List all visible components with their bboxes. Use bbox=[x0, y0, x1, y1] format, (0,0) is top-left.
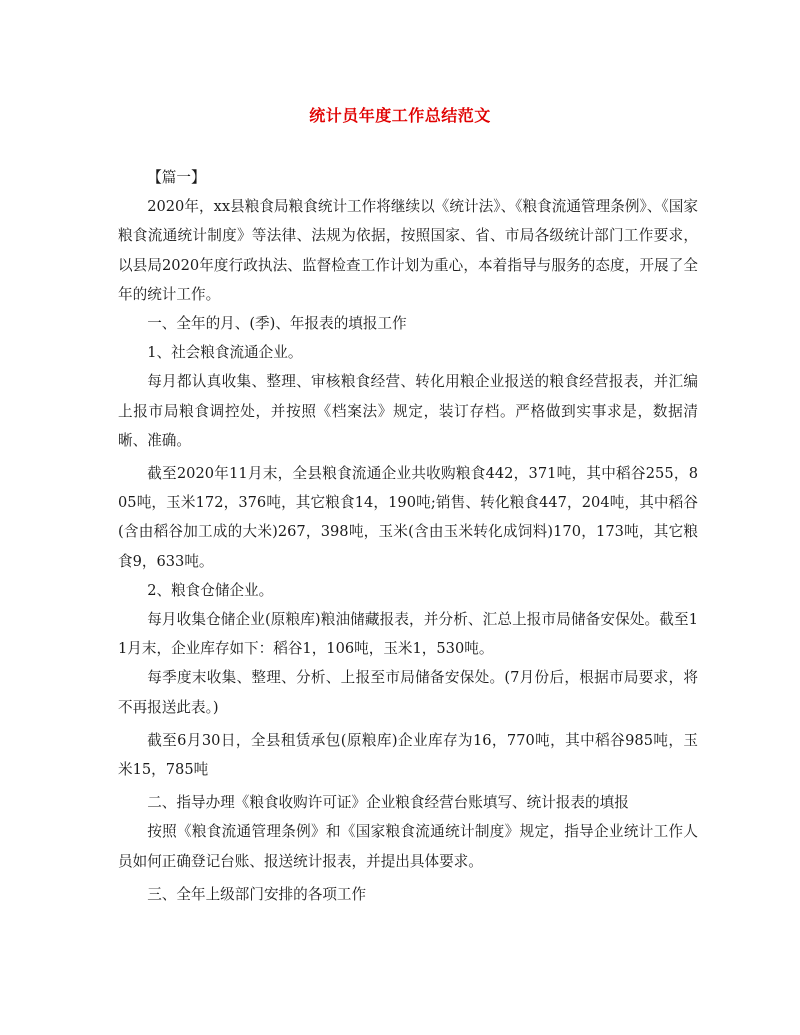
document-body bbox=[118, 163, 698, 909]
section-heading-part-one: 【篇一】 bbox=[147, 169, 206, 186]
subheading-circulation-enterprises: 1、社会粮食流通企业。 bbox=[147, 344, 303, 362]
heading-reports: 一、全年的月、(季)、年报表的填报工作 bbox=[147, 315, 407, 333]
heading-assigned-tasks: 三、全年上级部门安排的各项工作 bbox=[147, 885, 367, 903]
paragraph-intro: 2020年，xx县粮食局粮食统计工作将继续以《统计法》、《粮食流通管理条例》、《国家粮食流通统计制度》等法律、法规为依据，按照国家、省、市局各级统计部门工作要求，以县局2020年度行政执法、监督检查工作计划为重心，本着指导与服务的态度，开展了全年的统计工作。 bbox=[118, 198, 698, 303]
paragraph-quarterly-reports: 每季度末收集、整理、分析、上报至市局储备安保处。(7月份后，根据市局要求，将不再报送此表。) bbox=[118, 669, 698, 716]
paragraph-monthly-collection: 每月都认真收集、整理、审核粮食经营、转化用粮企业报送的粮食经营报表，并汇编上报市局粮食调控处，并按照《档案法》规定，装订存档。严格做到实事求是，数据清晰、准确。 bbox=[118, 373, 698, 449]
subheading-storage-enterprises: 2、粮食仓储企业。 bbox=[147, 581, 274, 599]
paragraph-june-inventory: 截至6月30日，全县租赁承包(原粮库)企业库存为16，770吨，其中稻谷985吨，玉米15，785吨 bbox=[118, 731, 698, 779]
document-title: 统计员年度工作总结范文 bbox=[309, 106, 491, 125]
heading-license-guidance: 二、指导办理《粮食收购许可证》企业粮食经营台账填写、统计报表的填报 bbox=[147, 794, 629, 812]
paragraph-november-purchases: 截至2020年11月末，全县粮食流通企业共收购粮食442，371吨，其中稻谷255，805吨，玉米172，376吨，其它粮食14，190吨;销售、转化粮食447，204吨，其中稻谷(含由稻谷加工成的大米)267，398吨，玉米(含由玉米转化成饲料)170，173吨，其它粮食9，633吨。 bbox=[118, 465, 698, 570]
paragraph-guidance-details: 按照《粮食流通管理条例》和《国家粮食流通统计制度》规定，指导企业统计工作人员如何正确登记台账、报送统计报表，并提出具体要求。 bbox=[118, 823, 698, 870]
paragraph-storage-reports: 每月收集仓储企业(原粮库)粮油储藏报表，并分析、汇总上报市局储备安保处。截至11月末，企业库存如下：稻谷1，106吨，玉米1，530吨。 bbox=[118, 611, 698, 658]
